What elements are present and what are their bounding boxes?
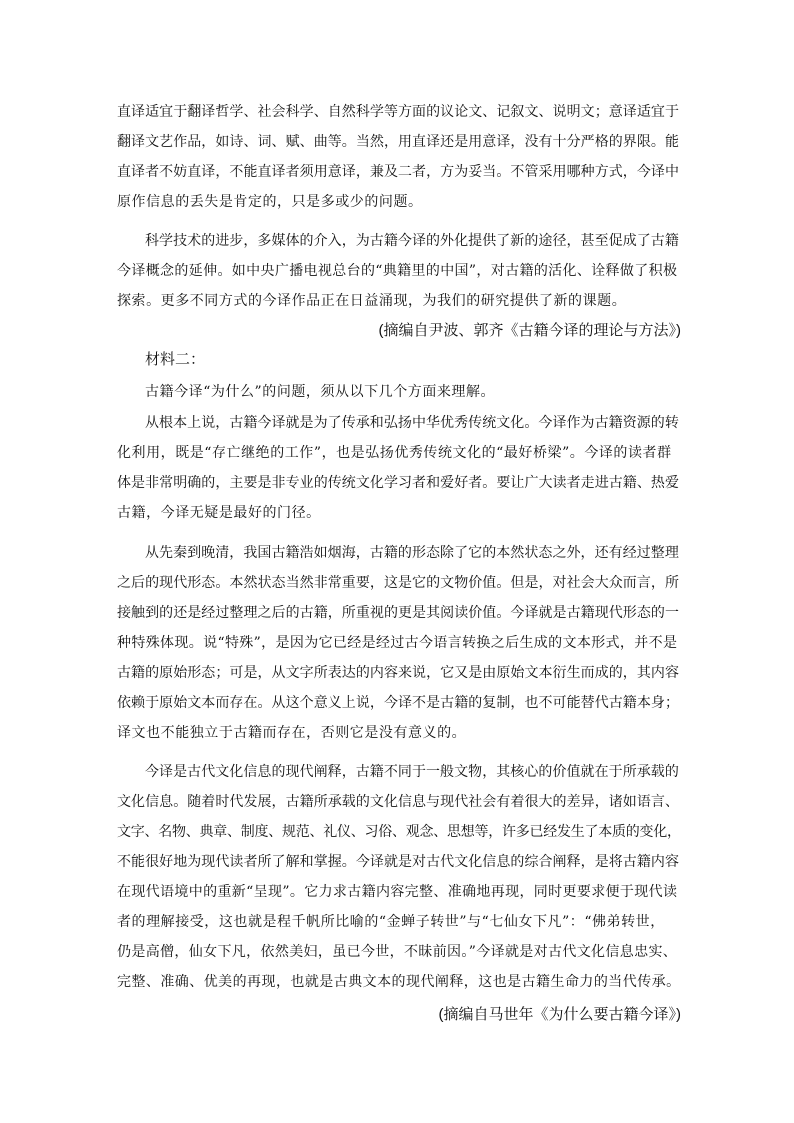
section-heading: 材料二： [145, 351, 206, 368]
text-line: 原作信息的丢失是肯定的，只是多或少的问题。 [117, 194, 423, 210]
source-citation: (摘编自尹波、郭齐《古籍今译的理论与方法》) [378, 322, 681, 339]
text-line: 文字、名物、典章、制度、规范、礼仪、习俗、观念、思想等，许多已经发生了本质的变化， [117, 824, 681, 840]
text-line: 古籍，今译无疑是最好的门径。 [117, 505, 321, 521]
text-line: 翻译文艺作品，如诗、词、赋、曲等。当然，用直译还是用意译，没有十分严格的界限。能 [117, 134, 679, 150]
text-line: 今译概念的延伸。如中央广播电视总台的“典籍里的中国”，对古籍的活化、诠释做了积极 [117, 263, 678, 279]
text-line: 接触到的还是经过整理之后的古籍，所重视的更是其阅读价值。今译就是古籍现代形态的一 [117, 605, 679, 621]
text-line: 古籍今译“为什么”的问题，须从以下几个方面来理解。 [145, 384, 496, 400]
text-line: 依赖于原始文本而存在。从这个意义上说，今译不是古籍的复制，也不可能替代古籍本身； [117, 695, 679, 711]
source-citation: (摘编自马世年《为什么要古籍今译》) [438, 1006, 681, 1023]
text-line: 仍是高僧，仙女下凡，依然美妇，虽已今世，不昧前因。”今译就是对古代文化信息忠实、 [117, 944, 678, 960]
text-line: 种特殊体现。说“特殊”，是因为它已经是经过古今语言转换之后生成的文本形式，并不是 [117, 635, 678, 651]
text-line: 之后的现代形态。本然状态当然非常重要，这是它的文物价值。但是，对社会大众而言，所 [117, 575, 679, 591]
text-line: 在现代语境中的重新“呈现”。它力求古籍内容完整、准确地再现，同时更要求便于现代读 [117, 884, 678, 900]
text-line: 完整、准确、优美的再现，也就是古典文本的现代阐释，这也是古籍生命力的当代传承。 [117, 974, 681, 990]
text-line: 探索。更多不同方式的今译作品正在日益涌现，为我们的研究提供了新的课题。 [117, 293, 627, 309]
text-line: 译文也不能独立于古籍而存在，否则它是没有意义的。 [117, 725, 467, 741]
text-line: 今译是古代文化信息的现代阐释，古籍不同于一般文物，其核心的价值就在于所承载的 [145, 764, 679, 780]
text-line: 从先秦到晚清，我国古籍浩如烟海，古籍的形态除了它的本然状态之外，还有经过整理 [145, 545, 679, 561]
text-line: 从根本上说，古籍今译就是为了传承和弘扬中华优秀传统文化。今译作为古籍资源的转 [145, 415, 679, 431]
text-line: 科学技术的进步，多媒体的介入，为古籍今译的外化提供了新的途径，甚至促成了古籍 [145, 233, 679, 249]
text-line: 文化信息。随着时代发展，古籍所承载的文化信息与现代社会有着很大的差异，诸如语言、 [117, 794, 679, 810]
text-line: 直译者不妨直译，不能直译者须用意译，兼及二者，方为妥当。不管采用哪种方式，今译中 [117, 164, 679, 180]
text-line: 直译适宜于翻译哲学、社会科学、自然科学等方面的议论文、记叙文、说明文；意译适宜于 [117, 104, 679, 120]
text-line: 者的理解接受，这也就是程千帆所比喻的“金蝉子转世”与“七仙女下凡”：“佛弟转世， [117, 914, 665, 930]
text-line: 体是非常明确的，主要是非专业的传统文化学习者和爱好者。要让广大读者走进古籍、热爱 [117, 475, 679, 491]
text-line: 不能很好地为现代读者所了解和掌握。今译就是对古代文化信息的综合阐释，是将古籍内容 [117, 854, 679, 870]
text-line: 化利用，既是“存亡继绝的工作”，也是弘扬优秀传统文化的“最好桥梁”。今译的读者群 [117, 445, 672, 461]
text-line: 古籍的原始形态；可是，从文字所表达的内容来说，它又是由原始文本衍生而成的，其内容 [117, 665, 679, 681]
